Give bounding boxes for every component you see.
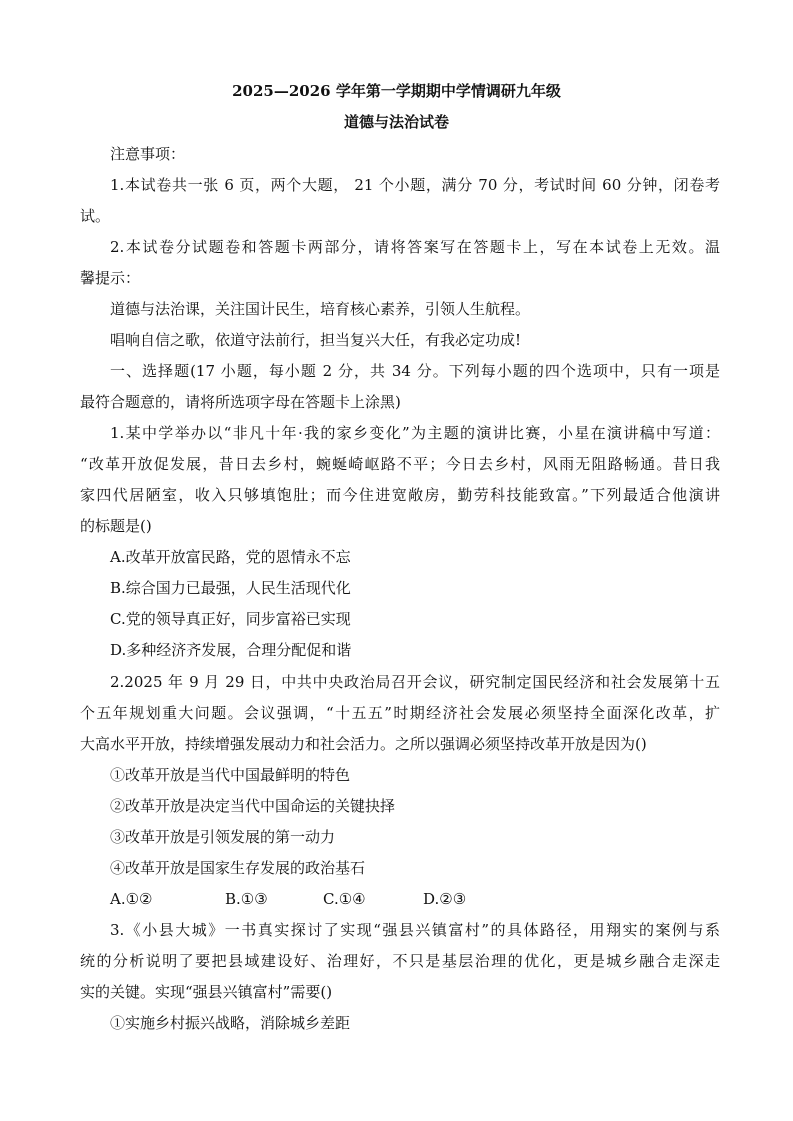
q2-option-c: C.①④ [323, 890, 366, 908]
tip-line-2: 唱响自信之歌，依道守法前行，担当复兴大任，有我必定功成! [110, 331, 522, 349]
notice-heading: 注意事项： [110, 145, 186, 163]
q1-option-a: A.改革开放富民路，党的恩情永不忘 [110, 548, 351, 566]
q2-options [110, 889, 466, 909]
q2-statement-1: ①改革开放是当代中国最鲜明的特色 [110, 766, 351, 784]
exam-subtitle: 道德与法治试卷 [343, 113, 449, 131]
q3-stem-1: 3.《小县大城》一书真实探讨了实现“强县兴镇富村”的具体路径，用翔实的案例与系 [110, 921, 720, 939]
q2-statement-2: ②改革开放是决定当代中国命运的关键抉择 [110, 797, 396, 815]
q2-option-a: A.①② [110, 890, 153, 908]
q2-stem-3: 大高水平开放，持续增强发展动力和社会活力。之所以强调必须坚持改革开放是因为() [80, 735, 647, 753]
q1-option-c: C.党的领导真正好，同步富裕已实现 [110, 610, 351, 628]
exam-title: 2025—2026 学年第一学期期中学情调研九年级 [232, 82, 561, 100]
q1-stem-4: 的标题是() [80, 517, 152, 535]
notice-item-2: 2.本试卷分试题卷和答题卡两部分，请将答案写在答题卡上，写在本试卷上无效。温 [110, 238, 720, 256]
q1-stem-1: 1.某中学举办以“非凡十年·我的家乡变化”为主题的演讲比赛，小星在演讲稿中写道： [110, 424, 720, 442]
notice-item-1: 1.本试卷共一张 6 页，两个大题， 21 个小题，满分 70 分，考试时间 60 分钟，闭卷考 [110, 176, 720, 194]
q1-option-b: B.综合国力已最强，人民生活现代化 [110, 579, 351, 597]
q3-stem-3: 实的关键。实现“强县兴镇富村”需要() [80, 983, 333, 1001]
section-1-intro: 一、选择题(17 小题，每小题 2 分，共 34 分。下列每小题的四个选项中，只有一项是 [110, 362, 720, 380]
q1-stem-2: “改革开放促发展，昔日去乡村，蜿蜒崎岖路不平；今日去乡村，风雨无阻路畅通。昔日我 [80, 455, 720, 473]
q2-option-b: B.①③ [225, 890, 268, 908]
q1-option-d: D.多种经济齐发展，合理分配促和谐 [110, 641, 352, 659]
notice-item-1-cont: 试。 [80, 207, 111, 225]
section-1-intro-cont: 最符合题意的，请将所选项字母在答题卡上涂黑) [80, 393, 401, 411]
tip-line-1: 道德与法治课，关注国计民生，培育核心素养，引领人生航程。 [110, 300, 531, 318]
q2-option-d: D.②③ [423, 890, 467, 908]
q2-statement-3: ③改革开放是引领发展的第一动力 [110, 828, 336, 846]
q3-stem-2: 统的分析说明了要把县域建设好、治理好，不只是基层治理的优化，更是城乡融合走深走 [80, 952, 720, 970]
q3-statement-1: ①实施乡村振兴战略，消除城乡差距 [110, 1014, 351, 1032]
q1-stem-3: 家四代居陋室，收入只够填饱肚；而今住进宽敞房，勤劳科技能致富。”下列最适合他演讲 [80, 486, 720, 504]
q2-statement-4: ④改革开放是国家生存发展的政治基石 [110, 859, 366, 877]
q2-stem-1: 2.2025 年 9 月 29 日，中共中央政治局召开会议，研究制定国民经济和社会发展第十五 [110, 673, 720, 691]
q2-stem-2: 个五年规划重大问题。会议强调，“十五五”时期经济社会发展必须坚持全面深化改革，扩 [80, 704, 720, 722]
notice-item-2-cont: 馨提示： [80, 269, 141, 287]
